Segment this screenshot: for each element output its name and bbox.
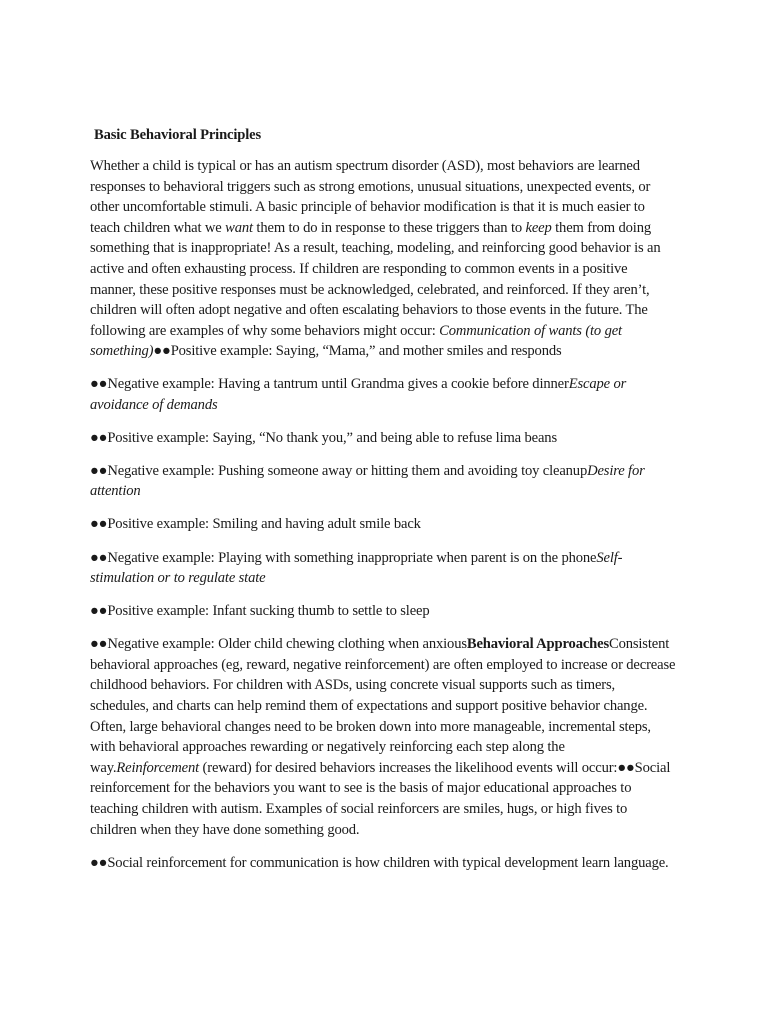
- item-text: ●●Positive example: Saying, “No thank you,” and being able to refuse lima beans: [90, 429, 557, 446]
- intro-text-2: them to do in response to these triggers than to: [252, 219, 526, 236]
- item-text: (reward) for desired behaviors increases the likelihood events will occur:●●Social reinforcement for the behaviors you want to see is the basis of major educational approaches to teaching children with autism. Examples of social reinforcers are smiles, hugs, or high fives to children when they have done something good.: [90, 759, 671, 838]
- list-item: [90, 601, 676, 622]
- item-text: ●●Negative example: Pushing someone away or hitting them and avoiding toy cleanup: [90, 462, 588, 479]
- document-page: [90, 124, 676, 886]
- item-text: ●●Positive example: Infant sucking thumb to settle to sleep: [90, 603, 430, 620]
- category-attention: Desire for attention: [90, 462, 645, 500]
- list-item: [90, 634, 676, 840]
- emphasis-keep: keep: [525, 219, 552, 236]
- list-item: [90, 853, 676, 874]
- intro-text-4: ●●Positive example: Saying, “Mama,” and mother smiles and responds: [153, 343, 562, 360]
- item-text: ●●Negative example: Having a tantrum until Grandma gives a cookie before dinner: [90, 375, 569, 392]
- list-item: [90, 374, 676, 415]
- category-communication: Communication of wants (to get something): [90, 322, 622, 360]
- intro-text-1: Whether a child is typical or has an autism spectrum disorder (ASD), most behaviors are learned responses to behavioral triggers such as strong emotions, unusual situations, unexpected events, or other uncomfortable stimuli. A basic principle of behavior modification is that it is much easier to teach children what we: [90, 158, 651, 236]
- intro-text-3: them from doing something that is inappropriate! As a result, teaching, modeling, and reinforcing good behavior is an active and often exhausting process. If children are responding to common events in a positive manner, these positive responses must be acknowledged, celebrated, and reinforced. If they aren’t, children will often adopt negative and often escalating behaviors to those events in the future. The following are examples of why some behaviors might occur:: [90, 219, 661, 339]
- list-item: [90, 461, 676, 502]
- list-item: [90, 428, 676, 449]
- section-heading-behavioral-approaches: Behavioral Approaches: [466, 636, 609, 653]
- page-title: Basic Behavioral Principles: [94, 127, 262, 143]
- item-text: ●●Positive example: Smiling and having adult smile back: [90, 516, 421, 533]
- item-text: Consistent behavioral approaches (eg, reward, negative reinforcement) are often employed to increase or decrease childhood behaviors. For children with ASDs, using concrete visual supports such as timers, schedules, and charts can help remind them of expectations and support positive behavior change. Often, large behavioral changes need to be broken down into more manageable, incremental steps, with behavioral approaches rewarding or negatively reinforcing each step along the way.: [90, 636, 676, 776]
- list-item: [90, 548, 676, 589]
- emphasis-want: want: [225, 219, 253, 236]
- item-text: ●●Social reinforcement for communication is how children with typical development learn language.: [90, 854, 669, 871]
- list-item: [90, 514, 676, 535]
- item-text: ●●Negative example: Older child chewing clothing when anxious: [90, 636, 467, 653]
- item-text: ●●Negative example: Playing with something inappropriate when parent is on the phone: [90, 549, 597, 566]
- category-escape: Escape or avoidance of demands: [90, 375, 627, 413]
- term-reinforcement: Reinforcement: [116, 759, 200, 776]
- category-self-stimulation: Self-stimulation or to regulate state: [90, 549, 623, 587]
- intro-paragraph: [90, 156, 676, 362]
